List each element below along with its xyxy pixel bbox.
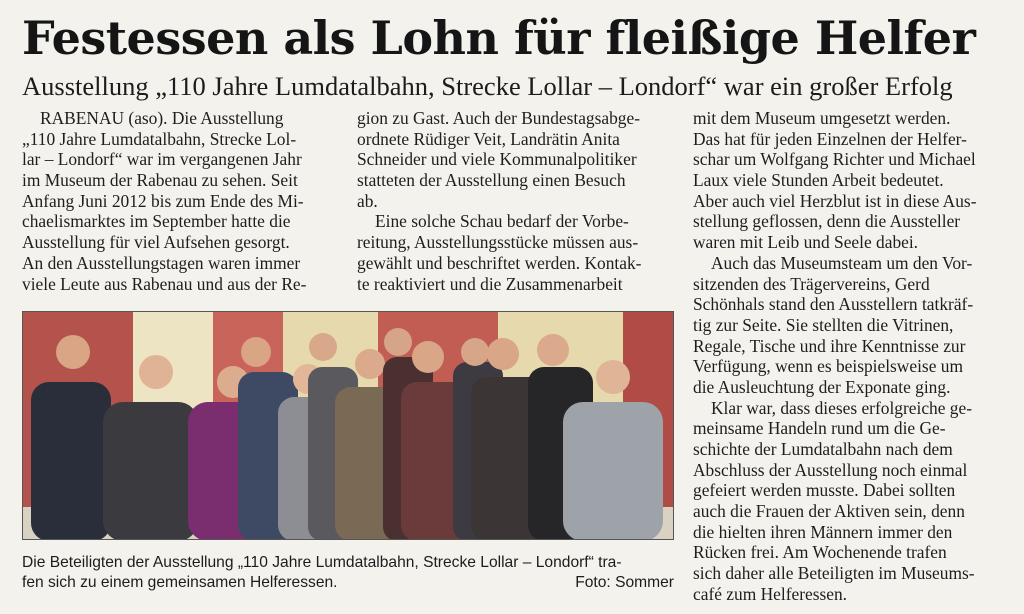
- text-line: Das hat für jeden Einzelnen der Helfer-: [693, 128, 967, 149]
- text-line: An den Ausstellungstagen waren immer: [22, 252, 301, 273]
- caption-line: fen sich zu einem gemeinsamen Helferessen.: [22, 574, 338, 591]
- text-line: gefeiert werden musste. Dabei sollten: [693, 480, 956, 501]
- text-line: reitung, Ausstellungsstücke müssen aus-: [357, 232, 639, 253]
- text-line: ab.: [357, 190, 378, 211]
- text-line: sich daher alle Beteiligten im Museums-: [693, 563, 975, 584]
- text-line: gion zu Gast. Auch der Bundestagsabge-: [357, 108, 641, 128]
- text-line: mit dem Museum umgesetzt werden.: [693, 108, 951, 128]
- text-line: Laux viele Stunden Arbeit bedeutet.: [693, 170, 944, 191]
- photo-credit: Foto: Sommer: [575, 574, 674, 591]
- text-line: schar um Wolfgang Richter und Michael: [693, 149, 976, 170]
- text-line: tig zur Seite. Sie stellten die Vitrinen,: [693, 314, 954, 335]
- article-column-1: [22, 108, 338, 294]
- text-line: ordnete Rüdiger Veit, Landrätin Anita: [357, 128, 620, 149]
- text-line: Klar war, dass dieses erfolgreiche ge-: [711, 397, 973, 418]
- text-line: Schönhals stand den Ausstellern tatkräf-: [693, 294, 974, 315]
- text-line: Eine solche Schau bedarf der Vorbe-: [375, 211, 629, 232]
- text-line: „110 Jahre Lumdatalbahn, Strecke Lol-: [22, 128, 297, 149]
- text-line: stellung geflossen, denn die Aussteller: [693, 211, 961, 232]
- text-line: gewählt und beschriftet werden. Kontak-: [357, 252, 642, 273]
- headline: Festessen als Lohn für fleißige Helfer: [22, 11, 976, 65]
- text-line: viele Leute aus Rabenau und aus der Re-: [22, 273, 307, 294]
- text-line: Verfügung, wenn es beispielsweise um: [693, 356, 963, 377]
- text-line: lar – Londorf“ war im vergangenen Jahr: [22, 149, 302, 170]
- text-line: Regale, Tische und ihre Kenntnisse zur: [693, 335, 966, 356]
- text-line: RABENAU (aso). Die Ausstellung: [40, 108, 284, 128]
- text-line: die hielten ihren Männern immer den: [693, 521, 953, 542]
- text-line: café zum Helferessen.: [693, 583, 848, 604]
- text-line: chaelismarktes im September hatte die: [22, 211, 291, 232]
- text-line: auch die Frauen der Aktiven sein, denn: [693, 501, 965, 522]
- text-line: sitzenden des Trägervereins, Gerd: [693, 273, 930, 294]
- caption-line: Die Beteiligten der Ausstellung „110 Jahre Lumdatalbahn, Strecke Lollar – Londorf“ tra-: [22, 554, 622, 571]
- text-line: Ausstellung für viel Aufsehen gesorgt.: [22, 232, 290, 253]
- photo-caption: [22, 553, 674, 593]
- text-line: Rücken frei. Am Wochenende trafen: [693, 542, 947, 563]
- text-line: waren mit Leib und Seele dabei.: [693, 232, 919, 253]
- text-line: im Museum der Rabenau zu sehen. Seit: [22, 170, 298, 191]
- group-photo: [22, 311, 674, 540]
- text-line: Aber auch viel Herzblut ist in diese Aus-: [693, 190, 977, 211]
- text-line: Abschluss der Ausstellung noch einmal: [693, 459, 968, 480]
- text-line: schichte der Lumdatalbahn nach dem: [693, 439, 953, 459]
- article-column-2: [357, 108, 675, 294]
- subheadline: Ausstellung „110 Jahre Lumdatalbahn, Strecke Lollar – Londorf“ war ein großer Erfolg: [22, 71, 953, 101]
- article-column-3: [693, 108, 1011, 605]
- text-line: statteten der Ausstellung einen Besuch: [357, 170, 626, 191]
- text-line: Schneider und viele Kommunalpolitiker: [357, 149, 637, 170]
- text-line: Auch das Museumsteam um den Vor-: [711, 252, 973, 273]
- text-line: Anfang Juni 2012 bis zum Ende des Mi-: [22, 190, 304, 211]
- text-line: die Ausleuchtung der Exponate ging.: [693, 376, 951, 397]
- text-line: te reaktiviert und die Zusammenarbeit: [357, 273, 623, 294]
- text-line: meinsame Handeln rund um die Ge-: [693, 418, 946, 439]
